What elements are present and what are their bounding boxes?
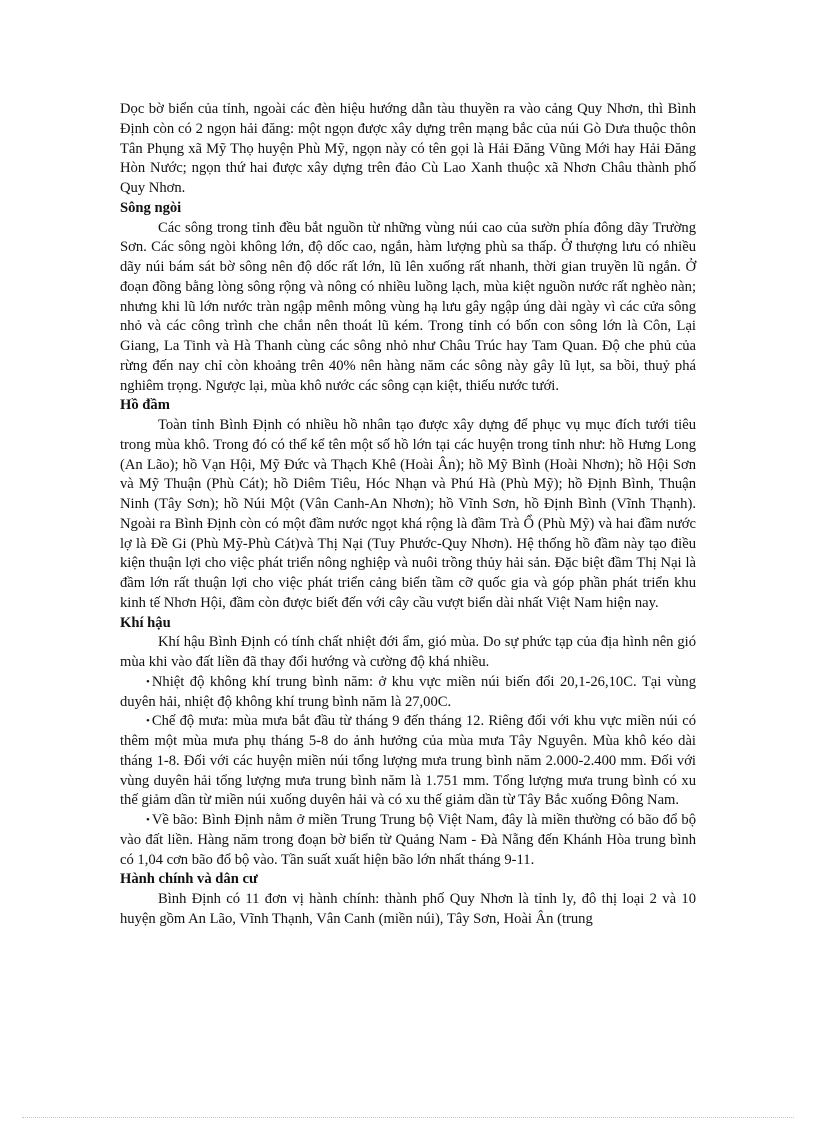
rivers-heading: Sông ngòi bbox=[120, 199, 182, 216]
lakes-heading: Hồ đầm bbox=[120, 397, 170, 414]
coast-paragraph: Dọc bờ biển của tỉnh, ngoài các đèn hiệu hướng dẫn tàu thuyền ra vào cảng Quy Nhơn, thì Bình Định còn có 2 ngọn hải đăng: một ngọn được xây dựng trên mạng bắc của núi Gò Dưa thuộc thôn Tân Phụng xã Mỹ Thọ huyện Phù Mỹ, ngọn này có tên gọi là Hải Đăng Vũng Mới hay Hải Đăng Hòn Nước; ngọn thứ hai được xây dựng trên đảo Cù Lao Xanh thuộc xã Nhơn Châu thành phố Quy Nhơn. bbox=[120, 101, 696, 196]
bullet-symbol: • bbox=[146, 675, 150, 688]
administration-heading: Hành chính và dân cư bbox=[120, 871, 258, 888]
lakes-paragraph: Toàn tỉnh Bình Định có nhiều hồ nhân tạo được xây dựng để phục vụ mục đích tưới tiêu trong mùa khô. Trong đó có thể kể tên một số hồ lớn tại các huyện trong tỉnh như: hồ Hưng Long (An Lão); hồ Vạn Hội, Mỹ Đức và Thạch Khê (Hoài Ân); hồ Mỹ Bình (Hoài Nhơn); hồ Hội Sơn và Mỹ Thuận (Phù Cát); hồ Diêm Tiêu, Hóc Nhạn và Phú Hà (Phù Mỹ); hồ Định Bình, Thuận Ninh (Tây Sơn); hồ Núi Một (Vân Canh-An Nhơn); hồ Vĩnh Sơn, hồ Định Bình (Vĩnh Thạnh). Ngoài ra Bình Định còn có một đầm nước ngọt khá rộng là đầm Trà Ổ (Phù Mỹ) và hai đầm nước lợ là Đề Gi (Phù Mỹ-Phù Cát)và Thị Nại (Tuy Phước-Quy Nhơn). Hệ thống hồ đầm này tạo điều kiện thuận lợi cho việc phát triển nông nghiệp và nuôi trồng thủy hải sản. Đặc biệt đầm Thị Nại là đầm lớn rất thuận lợi cho việc phát triển cảng biển tầm cỡ quốc gia và góp phần phát triển khu kinh tế Nhơn Hội, đầm còn được biết đến với cây cầu vượt biển dài nhất Việt Nam hiện nay. bbox=[120, 417, 696, 611]
climate-heading: Khí hậu bbox=[120, 614, 171, 631]
climate-bullet-text: Chế độ mưa: mùa mưa bắt đầu từ tháng 9 đến tháng 12. Riêng đối với khu vực miền núi có thêm một mùa mưa phụ tháng 5-8 do ảnh hưởng của mùa mưa Tây Nguyên. Mùa khô kéo dài tháng 1-8. Đối với các huyện miền núi tổng lượng mưa trung bình năm 2.000-2.400 mm. Đối với vùng duyên hải tổng lượng mưa trung bình năm là 1.751 mm. Tổng lượng mưa trung bình có xu thế giảm dần từ miền núi xuống duyên hải và có xu thế giảm dần từ Tây Bắc xuống Đông Nam. bbox=[120, 713, 696, 809]
climate-bullet-rain bbox=[120, 712, 696, 811]
climate-bullet-temperature bbox=[120, 673, 696, 713]
administration-paragraph: Bình Định có 11 đơn vị hành chính: thành phố Quy Nhơn là tỉnh ly, đô thị loại 2 và 10 huyện gồm An Lão, Vĩnh Thạnh, Vân Canh (miền núi), Tây Sơn, Hoài Ân (trung bbox=[120, 891, 696, 927]
climate-intro: Khí hậu Bình Định có tính chất nhiệt đới ẩm, gió mùa. Do sự phức tạp của địa hình nên gió mùa khi vào đất liền đã thay đổi hướng và cường độ khá nhiều. bbox=[120, 634, 696, 670]
bullet-symbol: • bbox=[146, 715, 150, 728]
document-page bbox=[120, 100, 696, 930]
climate-bullet-storm bbox=[120, 811, 696, 870]
rivers-paragraph: Các sông trong tỉnh đều bắt nguồn từ những vùng núi cao của sườn phía đông dãy Trường Sơn. Các sông ngòi không lớn, độ dốc cao, ngắn, hàm lượng phù sa thấp. Ở thượng lưu có nhiều dãy núi bám sát bờ sông nên độ dốc rất lớn, lũ lên xuống rất nhanh, thời gian truyền lũ ngắn. Ở đoạn đồng bằng lòng sông rộng và nông có nhiều luồng lạch, mùa kiệt nguồn nước rất nghèo nàn; nhưng khi lũ lớn nước tràn ngập mênh mông vùng hạ lưu gây ngập úng dài ngày vì các cửa sông nhỏ và các công trình che chắn nên thoát lũ kém. Trong tỉnh có bốn con sông lớn là Côn, Lại Giang, La Tinh và Hà Thanh cùng các sông nhỏ như Châu Trúc hay Tam Quan. Độ che phủ của rừng đến nay chỉ còn khoảng trên 40% nên hàng năm các sông này gây lũ lụt, sa bồi, thuỷ phá nghiêm trọng. Ngược lại, mùa khô nước các sông cạn kiệt, thiếu nước tưới. bbox=[120, 219, 696, 394]
page-bottom-divider bbox=[22, 1117, 794, 1118]
climate-bullet-text: Nhiệt độ không khí trung bình năm: ở khu vực miền núi biến đổi 20,1-26,10C. Tại vùng duyên hải, nhiệt độ không khí trung bình năm là 27,00C. bbox=[120, 673, 696, 710]
climate-bullet-text: Về bão: Bình Định nằm ở miền Trung Trung bộ Việt Nam, đây là miền thường có bão đổ bộ vào đất liền. Hàng năm trong đoạn bờ biển từ Quảng Nam - Đà Nẵng đến Khánh Hòa trung bình có 1,04 cơn bão đổ bộ vào. Tần suất xuất hiện bão lớn nhất tháng 9-11. bbox=[120, 812, 696, 868]
bullet-symbol: • bbox=[146, 814, 150, 826]
